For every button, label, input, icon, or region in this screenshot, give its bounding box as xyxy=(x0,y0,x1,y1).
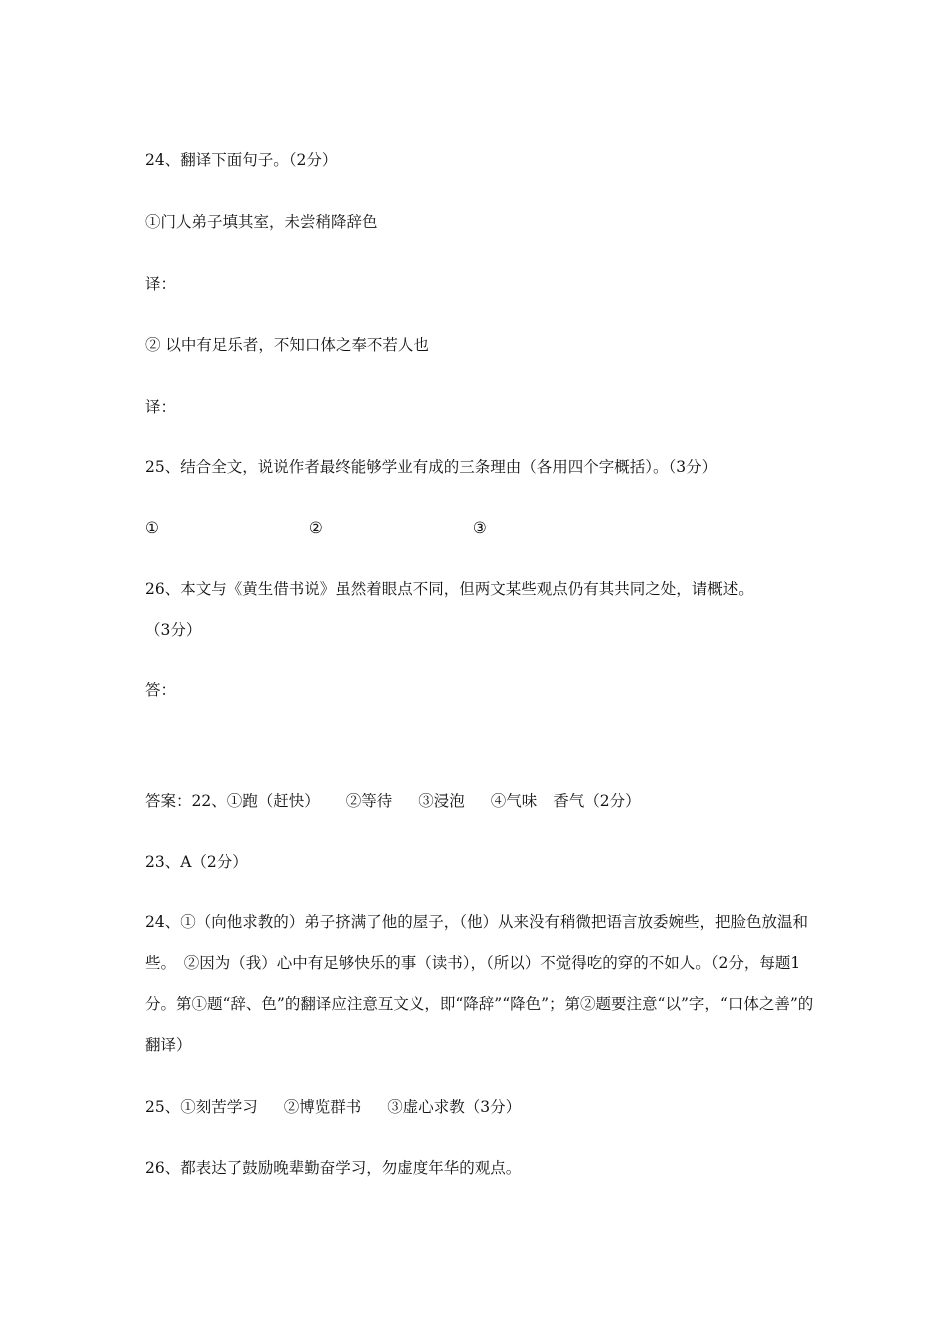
answer-22-item: ③浸泡 xyxy=(418,792,465,810)
q24-title: 24、翻译下面句子。（2分） xyxy=(145,151,338,169)
answer-25-item: ①刻苦学习 xyxy=(180,1098,258,1116)
answer-25 xyxy=(145,1097,521,1117)
q25-blanks xyxy=(145,518,487,538)
q25-blank-3: ③ xyxy=(472,519,487,537)
q24-sentence-2-answer-label: 译： xyxy=(145,398,177,416)
answer-22-item: 香气（2分） xyxy=(553,792,641,810)
answer-26: 26、都表达了鼓励晚辈勤奋学习，勿虚度年华的观点。 xyxy=(145,1159,522,1177)
q24-sentence-2: ② 以中有足乐者，不知口体之奉不若人也 xyxy=(145,336,429,354)
answer-22-item: ④气味 xyxy=(490,792,538,810)
q24-sentence-1-answer-label: 译： xyxy=(145,275,177,293)
q26-title-line-1: 26、本文与《黄生借书说》虽然着眼点不同，但两文某些观点仍有其共同之处，请概述。 xyxy=(145,580,754,598)
q25-blank-1: ① xyxy=(145,519,159,537)
answer-25-item: ②博览群书 xyxy=(283,1098,362,1116)
answer-22-item: ①跑（赶快） xyxy=(226,792,320,810)
answer-23: 23、A（2分） xyxy=(145,853,248,871)
answer-22-prefix: 答案：22、 xyxy=(145,792,227,810)
q25-blank-2: ② xyxy=(308,519,323,537)
answer-25-prefix: 25、 xyxy=(145,1098,181,1116)
q26-title-line-2: （3分） xyxy=(145,621,202,639)
answer-22-item: ②等待 xyxy=(345,792,393,810)
answer-22 xyxy=(145,791,641,811)
q25-title: 25、结合全文，说说作者最终能够学业有成的三条理由（各用四个字概括）。（3分） xyxy=(145,458,718,476)
q26-answer-label: 答： xyxy=(145,681,177,699)
answer-25-item: ③虚心求教（3分） xyxy=(387,1098,522,1116)
q24-sentence-1: ①门人弟子填其室，未尝稍降辞色 xyxy=(145,213,378,231)
answer-24: 24、①（向他求教的）弟子挤满了他的屋子，（他）从来没有稍微把语言放委婉些，把脸色放温和些。 ②因为（我）心中有足够快乐的事（读书），（所以）不觉得吃的穿的不如人。（2分，每题1分。第①题“辞、色”的翻译应注意互文义，即“降辞”“降色”；第②题要注意“以”字，“口体之善”的翻译） xyxy=(145,913,814,1054)
